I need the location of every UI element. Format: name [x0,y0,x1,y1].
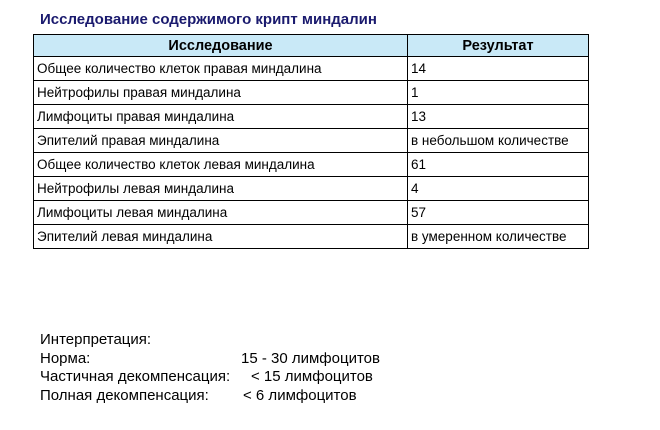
interpretation-item-full [40,386,357,406]
interpretation-block [40,331,380,405]
table-row [34,57,589,81]
interpretation-heading: Интерпретация: [40,331,152,348]
table-row [34,105,589,129]
table-row [34,81,589,105]
test-name-cell: Эпителий правая миндалина [34,129,408,153]
result-cell: 4 [408,177,589,201]
table-row [34,177,589,201]
result-cell: 57 [408,201,589,225]
result-cell: в умеренном количестве [408,225,589,249]
table-row [34,201,589,225]
table-row [34,129,589,153]
interpretation-item-partial [40,368,373,387]
test-name-cell: Нейтрофилы левая миндалина [34,177,408,201]
interpretation-value: 15 - 30 лимфоцитов [241,349,380,367]
document-title: Исследование содержимого крипт миндалин [40,11,377,28]
interpretation-item-norm [40,349,380,369]
result-cell: в небольшом количестве [408,129,589,153]
table-row [34,153,589,177]
results-table [33,34,589,249]
test-name-cell: Эпителий левая миндалина [34,225,408,249]
column-header-test: Исследование [34,35,408,57]
interpretation-label: Частичная декомпенсация: [40,368,231,385]
interpretation-label: Полная декомпенсация: [40,386,209,404]
table-row [34,225,589,249]
result-cell: 61 [408,153,589,177]
test-name-cell: Лимфоциты левая миндалина [34,201,408,225]
result-cell: 13 [408,105,589,129]
column-header-result: Результат [408,35,589,57]
test-name-cell: Нейтрофилы правая миндалина [34,81,408,105]
test-name-cell: Лимфоциты правая миндалина [34,105,408,129]
interpretation-value: < 15 лимфоцитов [251,368,373,385]
result-cell: 14 [408,57,589,81]
interpretation-label: Норма: [40,349,91,367]
interpretation-value: < 6 лимфоцитов [243,386,357,404]
table-header-row [34,35,589,57]
test-name-cell: Общее количество клеток правая миндалина [34,57,408,81]
result-cell: 1 [408,81,589,105]
test-name-cell: Общее количество клеток левая миндалина [34,153,408,177]
